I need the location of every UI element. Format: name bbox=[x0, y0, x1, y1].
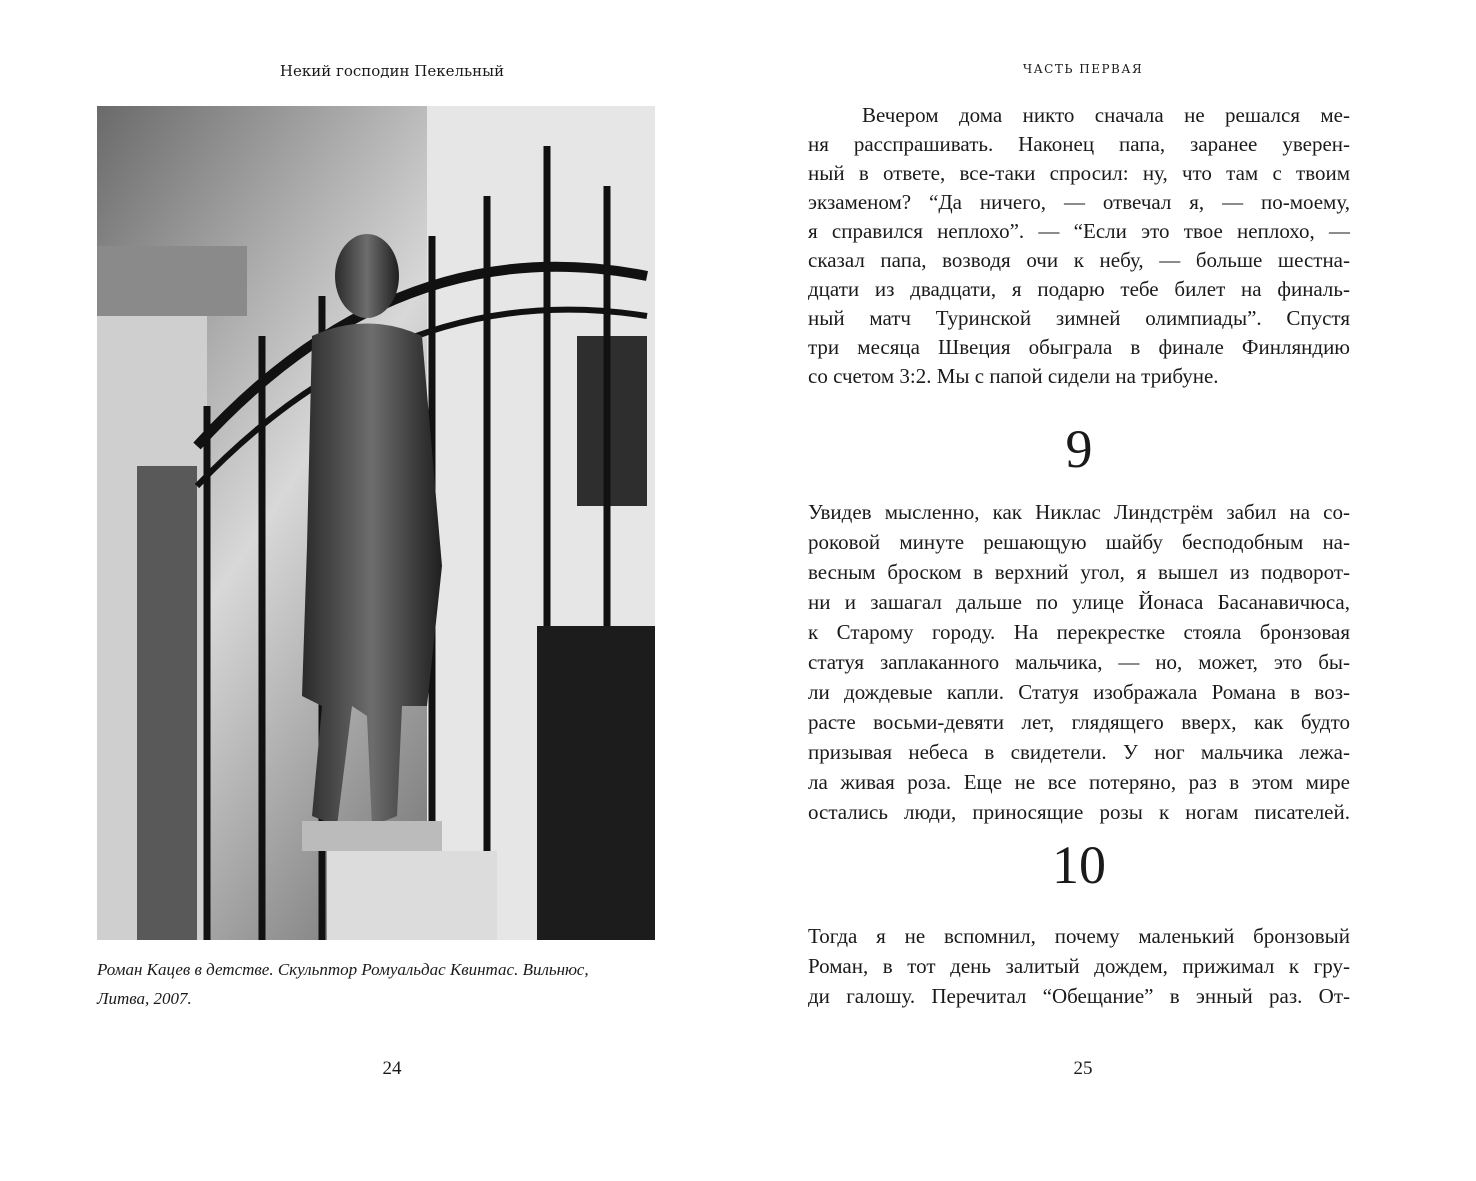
text-line: ла живая роза. Еще не все потеряно, раз в этом мире bbox=[808, 770, 1350, 794]
text-line: Вечером дома никто сначала не решался ме- bbox=[862, 103, 1350, 127]
caption-line: Литва, 2007. bbox=[97, 989, 192, 1008]
page-number-left: 24 bbox=[382, 1058, 402, 1079]
text-line: роковой минуте решающую шайбу бесподобным на- bbox=[808, 530, 1350, 554]
text-line: ня расспрашивать. Наконец папа, заранее уверен- bbox=[808, 132, 1350, 156]
chapter-number-9: 9 bbox=[1065, 419, 1093, 479]
text-line: к Старому городу. На перекрестке стояла бронзовая bbox=[808, 620, 1350, 644]
text-line: Тогда я не вспомнил, почему маленький бронзовый bbox=[808, 924, 1350, 948]
text-line: Роман, в тот день залитый дождем, прижимал к гру- bbox=[808, 954, 1350, 978]
text-line: я справился неплохо”. — “Если это твое неплохо, — bbox=[808, 219, 1350, 243]
running-head-left: Некий господин Пекельный bbox=[279, 62, 505, 80]
text-line: ни и зашагал дальше по улице Йонаса Басанавичюса, bbox=[808, 590, 1350, 614]
text-line: ный матч Туринской зимней олимпиады”. Спустя bbox=[808, 306, 1350, 330]
text-line: три месяца Швеция обыграла в финале Финляндию bbox=[808, 335, 1350, 359]
text-line: призывая небеса в свидетели. У ног мальчика лежа- bbox=[808, 740, 1350, 764]
photo-caption bbox=[97, 955, 667, 1013]
chapter-number-10: 10 bbox=[1052, 835, 1106, 895]
text-line: сказал папа, возводя очи к небу, — больше шестна- bbox=[808, 248, 1350, 272]
text-line: со счетом 3:2. Мы с папой сидели на трибуне. bbox=[808, 364, 1219, 388]
statue-photo bbox=[97, 106, 655, 940]
text-line: расте восьми-девяти лет, глядящего вверх, как будто bbox=[808, 710, 1350, 734]
text-line: ли дождевые капли. Статуя изображала Романа в воз- bbox=[808, 680, 1350, 704]
text-line: Увидев мысленно, как Никлас Линдстрём забил на со- bbox=[808, 500, 1350, 524]
text-line: весным броском в верхний угол, я вышел из подворот- bbox=[808, 560, 1350, 584]
text-line: дцати из двадцати, я подарю тебе билет на финаль- bbox=[808, 277, 1350, 301]
text-line: остались люди, приносящие розы к ногам писателей. bbox=[808, 800, 1350, 824]
text-line: статуя заплаканного мальчика, — но, может, это бы- bbox=[808, 650, 1350, 674]
page-number-right: 25 bbox=[1073, 1058, 1093, 1079]
text-line: ди галошу. Перечитал “Обещание” в энный раз. От- bbox=[808, 984, 1350, 1008]
caption-line: Роман Кацев в детстве. Скульптор Ромуальдас Квинтас. Вильнюс, bbox=[97, 960, 589, 979]
text-line: экзаменом? “Да ничего, — отвечал я, — по-моему, bbox=[808, 190, 1350, 214]
running-head-right: ЧАСТЬ ПЕРВАЯ bbox=[1022, 62, 1144, 76]
text-line: ный в ответе, все-таки спросил: ну, что там с твоим bbox=[808, 161, 1350, 185]
